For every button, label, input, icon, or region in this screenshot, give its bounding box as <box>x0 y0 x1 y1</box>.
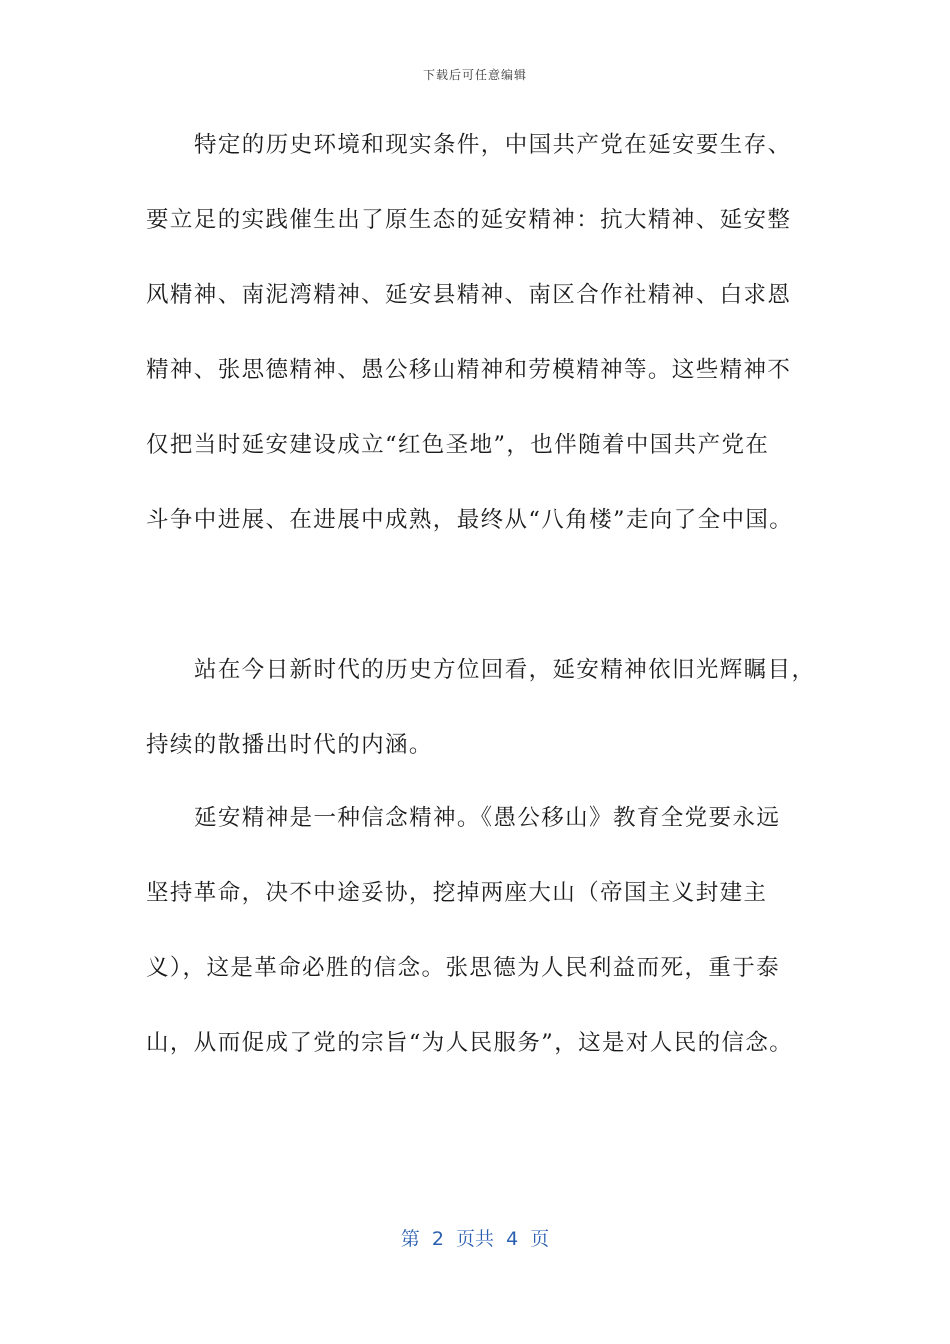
paragraph-line: 要立足的实践催生出了原生态的延安精神：抗大精神、延安整 <box>146 207 792 233</box>
paragraph-line: 持续的散播出时代的内涵。 <box>146 732 433 758</box>
paragraph-line: 坚持革命，决不中途妥协，挖掉两座大山（帝国主义封建主 <box>146 880 768 906</box>
page-number-footer: 第 2 页共 4 页 <box>400 1228 550 1250</box>
paragraph-line: 斗争中进展、在进展中成熟，最终从“八角楼”走向了全中国。 <box>146 507 794 533</box>
paragraph-line: 风精神、南泥湾精神、延安县精神、南区合作社精神、白求恩 <box>146 282 792 308</box>
page-header: 下载后可任意编辑 <box>422 68 527 82</box>
paragraph-line: 山，从而促成了党的宗旨“为人民服务”，这是对人民的信念。 <box>146 1030 794 1056</box>
paragraph-line: 站在今日新时代的历史方位回看，延安精神依旧光辉瞩目， <box>194 657 816 683</box>
paragraph-line: 义），这是革命必胜的信念。张思德为人民利益而死，重于泰 <box>146 955 781 981</box>
paragraph-line: 特定的历史环境和现实条件，中国共产党在延安要生存、 <box>194 132 792 158</box>
paragraph-line: 延安精神是一种信念精神。《愚公移山》教育全党要永远 <box>194 805 781 831</box>
paragraph-line: 精神、张思德精神、愚公移山精神和劳模精神等。这些精神不 <box>146 357 792 383</box>
paragraph-line: 仅把当时延安建设成立“红色圣地”，也伴随着中国共产党在 <box>146 432 770 458</box>
